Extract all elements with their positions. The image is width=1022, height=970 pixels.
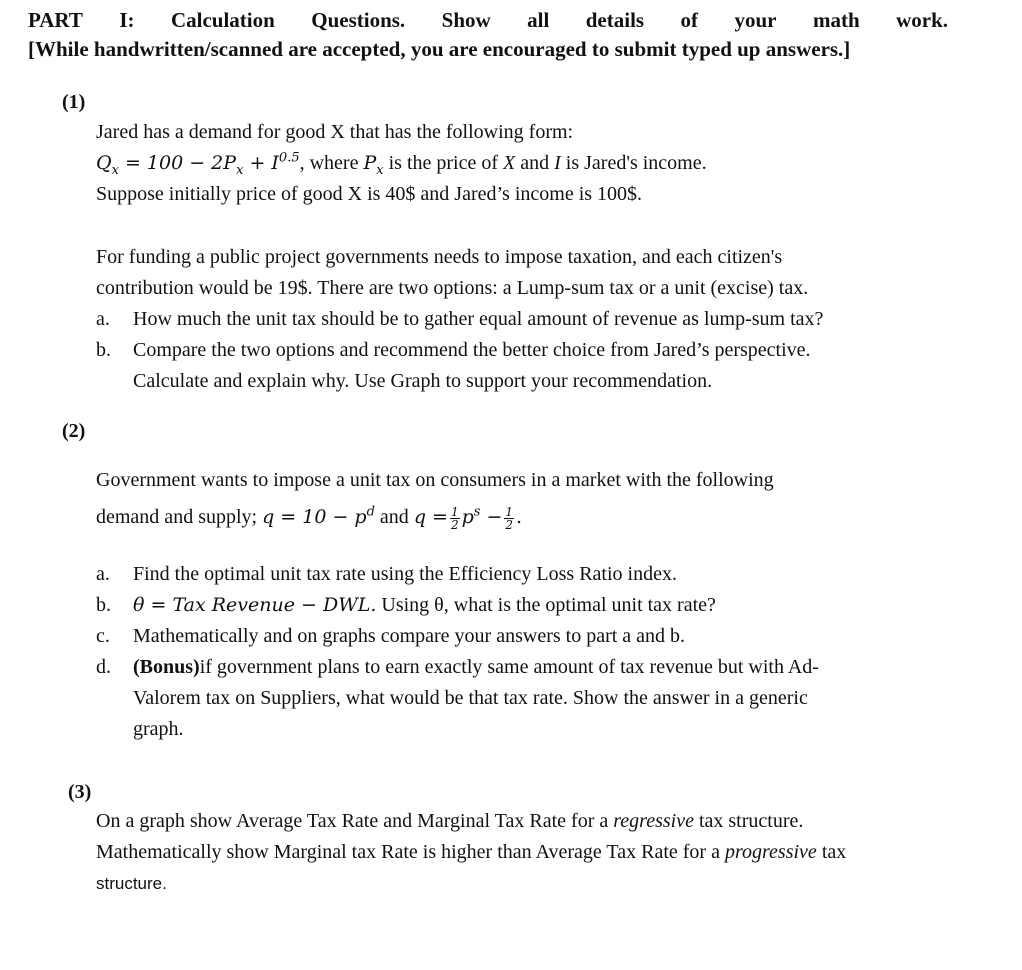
q2-equations: demand and supply; $q = 10 - p^d$ and q = $\frac{1}{2}$ $p^s$ − $\frac{1}{2}$ . xyxy=(96,504,523,532)
heading-word: Show xyxy=(441,8,491,32)
question-1-body xyxy=(96,117,707,210)
demand-formula: $Q_x = 100 - 2P_x + I^{0.5}$ xyxy=(96,150,300,178)
q1-intro: Jared has a demand for good X that has the following form: xyxy=(96,121,574,143)
heading-word: math xyxy=(812,8,860,32)
heading-word: of xyxy=(680,8,699,32)
q2-subquestions xyxy=(96,559,819,745)
q1-item-a: a. How much the unit tax should be to gather equal amount of revenue as lump-sum tax? xyxy=(96,308,824,330)
heading-word: PART xyxy=(28,8,83,32)
q2-item-d: d. (Bonus)if government plans to earn exactly same amount of tax revenue but with Ad- Valorem tax on Suppliers, what would be that tax rate. Show the answer in a generic graph. xyxy=(96,656,819,740)
heading-note: [While handwritten/scanned are accepted, you are encouraged to submit typed up answers.] xyxy=(28,37,851,61)
question-1-number: (1) xyxy=(62,91,86,113)
question-3-body: On a graph show Average Tax Rate and Marginal Tax Rate for a regressive tax structure. Mathematically show Marginal tax Rate is higher than Average Tax Rate for a progressive tax structure. xyxy=(96,810,847,893)
q1-subquestions xyxy=(96,304,823,397)
heading-word: Calculation xyxy=(170,8,275,32)
q2-item-b: b. θ = Tax Revenue − DWL. Using θ, what is the optimal unit tax rate? xyxy=(96,594,716,616)
heading-word: all xyxy=(527,8,550,32)
part-heading xyxy=(28,6,948,64)
q2-item-c: c. Mathematically and on graphs compare your answers to part a and b. xyxy=(96,625,686,647)
q2-item-a: a. Find the optimal unit tax rate using the Efficiency Loss Ratio index. xyxy=(96,563,677,585)
heading-word: Questions. xyxy=(311,8,406,32)
question-2-body: Government wants to impose a unit tax on consumers in a market with the following demand and supply; $q = 10 - p^d$ and q = $\frac{1}{2}$ $p^s$ − $\frac{1}{2}$ . xyxy=(96,469,774,532)
heading-word: your xyxy=(734,8,777,32)
q1-item-b: b. Compare the two options and recommend the better choice from Jared’s perspective. Calculate and explain why. Use Graph to support your recommendation. xyxy=(96,339,811,392)
q1-funding-text: For funding a public project governments needs to impose taxation, and each citizen's contribution would be 19$. There are two options: a Lump-sum tax or a unit (excise) tax. xyxy=(96,246,809,299)
supply-equation: q = $\frac{1}{2}$ $p^s$ − $\frac{1}{2}$ . xyxy=(413,504,523,532)
heading-word: details xyxy=(585,8,645,32)
demand-equation: $q = 10 - p^d$ xyxy=(262,504,375,528)
q1-demand-equation: $Q_x = 100 - 2P_x + I^{0.5}$, where $P_x$ is the price of X and I is Jared's income. xyxy=(96,150,707,178)
heading-word: work. xyxy=(896,8,948,32)
question-3-number: (3) xyxy=(68,781,92,803)
heading-word: I: xyxy=(119,8,135,32)
heading-title-line xyxy=(28,6,948,35)
question-2-number: (2) xyxy=(62,420,86,442)
q1-initial-values: Suppose initially price of good X is 40$ and Jared’s income is 100$. xyxy=(96,183,643,205)
